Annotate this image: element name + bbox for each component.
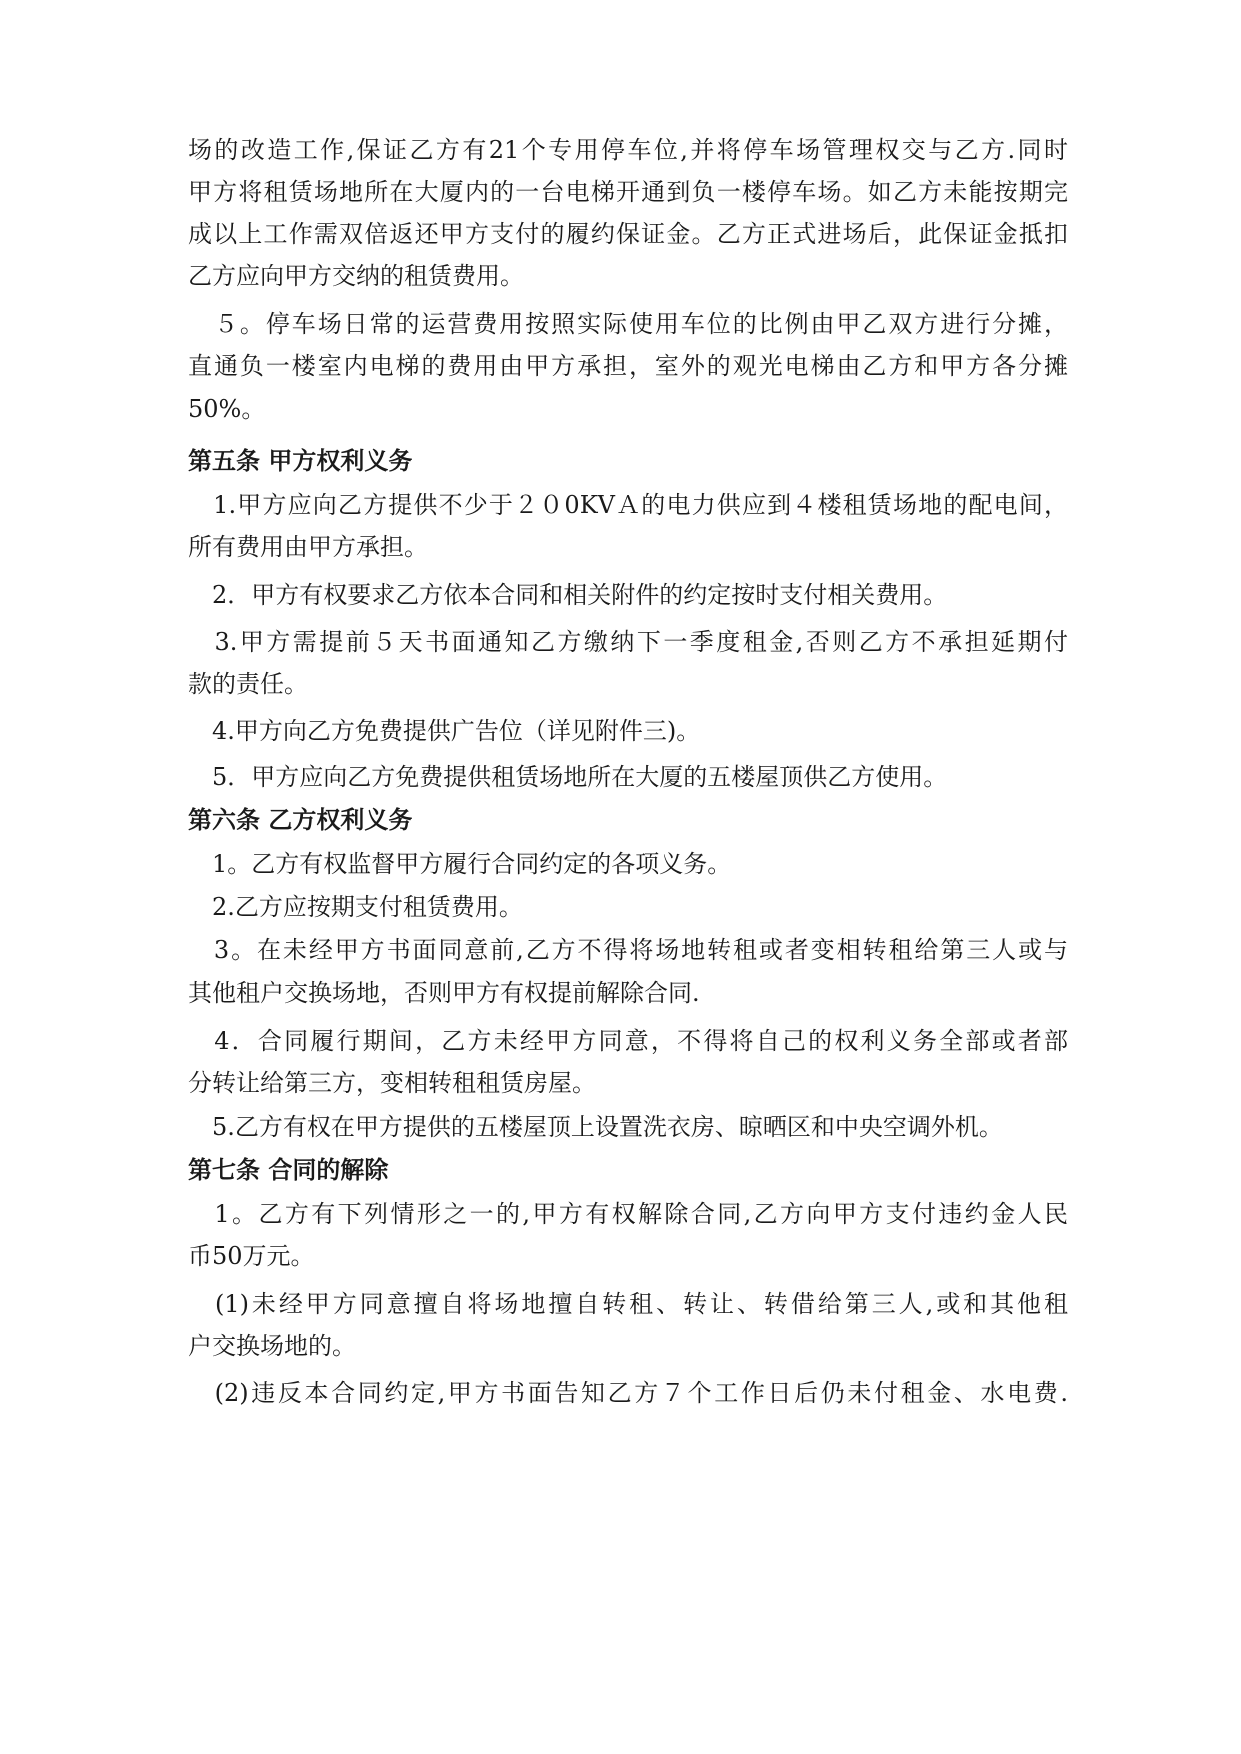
text-line: 2.乙方应按期支付租赁费用。 — [188, 893, 523, 921]
text-line: 成以上工作需双倍返还甲方支付的履约保证金。乙方正式进场后，此保证金抵扣 — [188, 220, 1068, 248]
text-line: 4．合同履行期间，乙方未经甲方同意，不得将自己的权利义务全部或者部 — [188, 1027, 1068, 1055]
text-line: 所有费用由甲方承担。 — [188, 533, 428, 561]
text-line: 乙方应向甲方交纳的租赁费用。 — [188, 262, 524, 290]
text-line: 其他租户交换场地，否则甲方有权提前解除合同. — [188, 979, 700, 1007]
section-heading: 第七条 合同的解除 — [188, 1155, 389, 1184]
text-line: 50%。 — [188, 395, 266, 423]
text-line: ５。停车场日常的运营费用按照实际使用车位的比例由甲乙双方进行分摊， — [188, 310, 1068, 338]
text-line: 1。乙方有权监督甲方履行合同约定的各项义务。 — [188, 850, 732, 878]
text-line: 分转让给第三方，变相转租租赁房屋。 — [188, 1069, 596, 1097]
text-line: 1.甲方应向乙方提供不少于２０0KVＡ的电力供应到４楼租赁场地的配电间， — [188, 491, 1068, 519]
text-line: 款的责任。 — [188, 670, 308, 698]
text-line: 户交换场地的。 — [188, 1332, 356, 1360]
text-line: 1。乙方有下列情形之一的,甲方有权解除合同,乙方向甲方支付违约金人民 — [188, 1200, 1068, 1228]
text-line: 4.甲方向乙方免费提供广告位（详见附件三)。 — [188, 717, 701, 745]
section-heading: 第五条 甲方权利义务 — [188, 446, 413, 475]
text-line: (1)未经甲方同意擅自将场地擅自转租、转让、转借给第三人,或和其他租 — [188, 1290, 1068, 1318]
text-line: 直通负一楼室内电梯的费用由甲方承担，室外的观光电梯由乙方和甲方各分摊 — [188, 352, 1068, 380]
text-line: 甲方将租赁场地所在大厦内的一台电梯开通到负一楼停车场。如乙方未能按期完 — [188, 178, 1068, 206]
section-heading: 第六条 乙方权利义务 — [188, 805, 413, 834]
text-line: 3.甲方需提前５天书面通知乙方缴纳下一季度租金,否则乙方不承担延期付 — [188, 628, 1068, 656]
text-line: 币50万元。 — [188, 1242, 315, 1270]
text-line: 5.乙方有权在甲方提供的五楼屋顶上设置洗衣房、晾晒区和中央空调外机。 — [188, 1113, 1003, 1141]
text-line: 3。在未经甲方书面同意前,乙方不得将场地转租或者变相转租给第三人或与 — [188, 936, 1068, 964]
text-line: 2．甲方有权要求乙方依本合同和相关附件的约定按时支付相关费用。 — [188, 581, 948, 609]
text-line: (2)违反本合同约定,甲方书面告知乙方７个工作日后仍未付租金、水电费. — [188, 1379, 1068, 1407]
text-line: 5．甲方应向乙方免费提供租赁场地所在大厦的五楼屋顶供乙方使用。 — [188, 763, 948, 791]
text-line: 场的改造工作,保证乙方有21个专用停车位,并将停车场管理权交与乙方.同时 — [188, 136, 1068, 164]
